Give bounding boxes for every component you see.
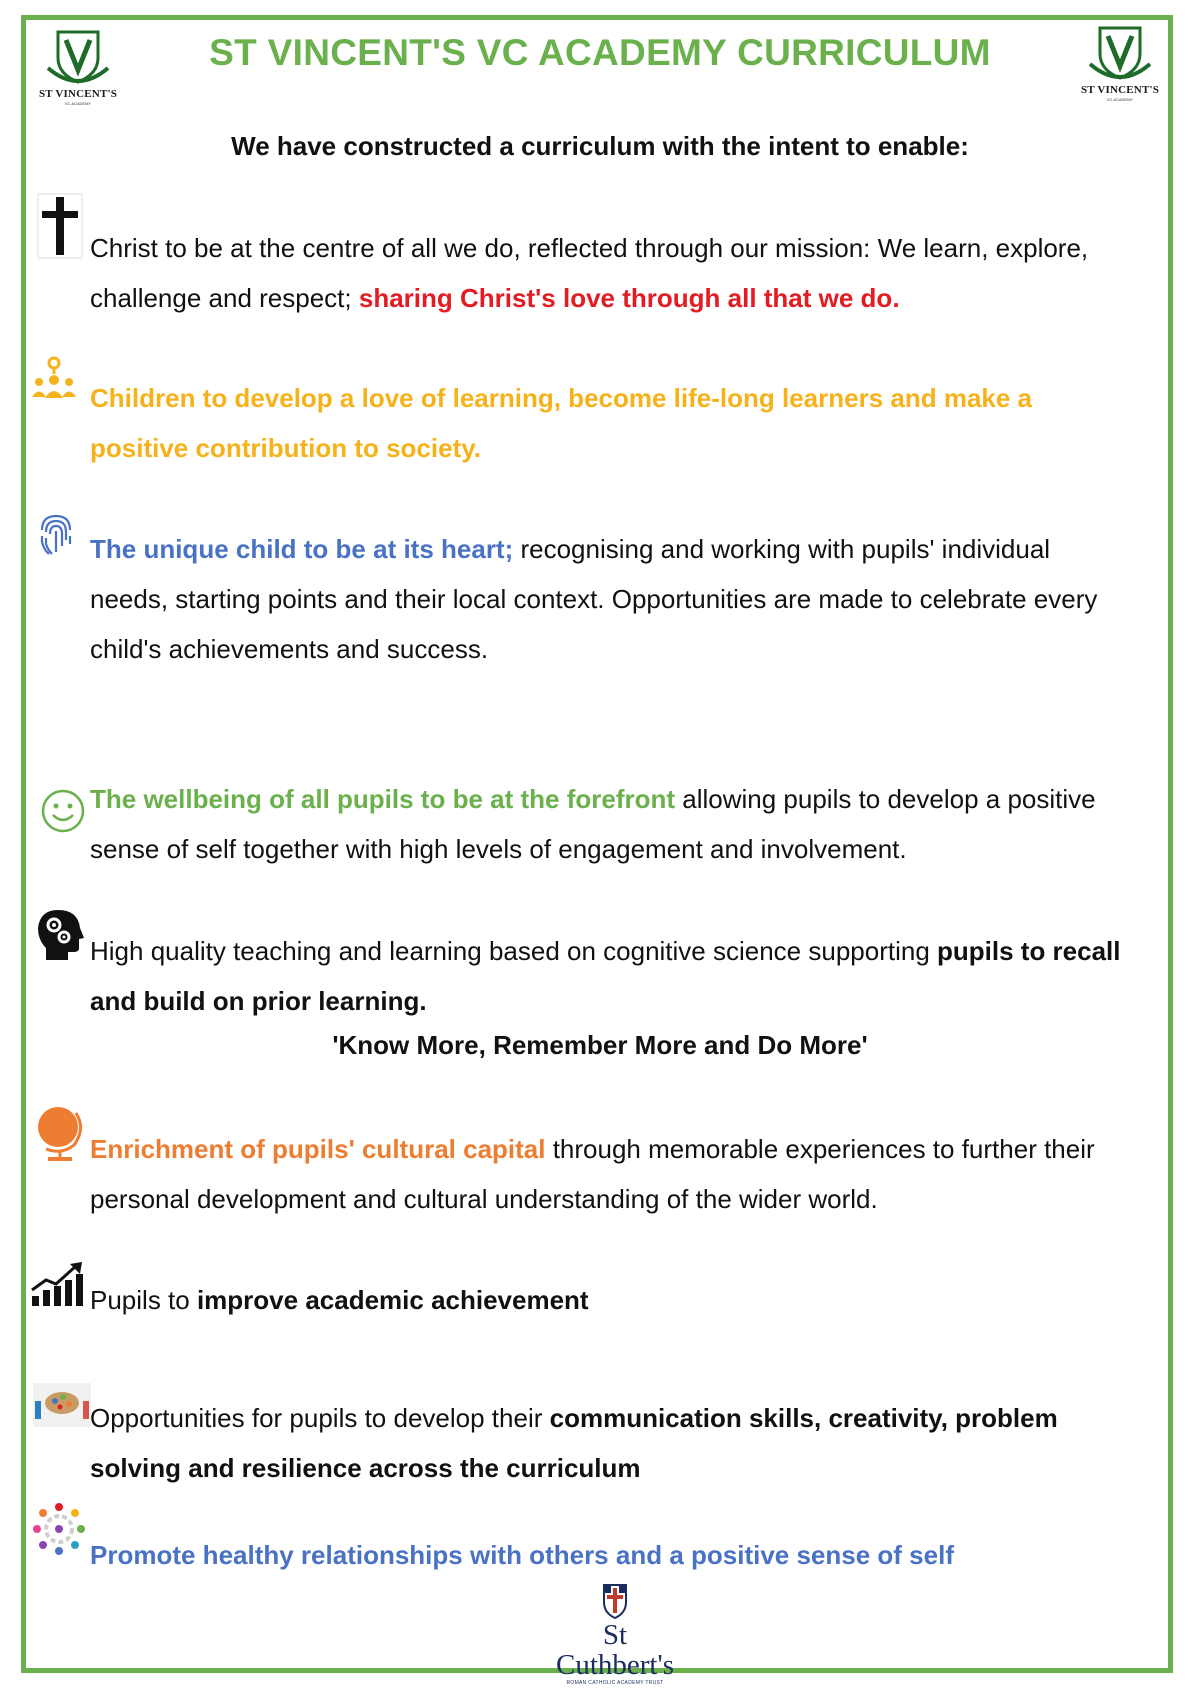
trust-crest-icon: [601, 1582, 629, 1620]
list-item: [90, 223, 1130, 323]
trust-name: St Cuthbert's: [556, 1619, 674, 1681]
item-bold: pupils to recall and build on prior learning.: [90, 936, 1121, 1016]
list-item: [90, 926, 1130, 1026]
cross-icon: [35, 193, 85, 259]
list-item: [90, 774, 1130, 874]
brain-gear-icon: [36, 908, 84, 960]
item-highlight: Promote healthy relationships with others and a positive sense of self: [90, 1540, 954, 1570]
list-item: [90, 1275, 1130, 1325]
item-text: Christ to be at the centre of all we do, reflected through our mission: We learn, explore, challenge and respect;: [90, 233, 1089, 313]
item-text: recognising and working with pupils' individual needs, starting points and their local context. Opportunities are made to celebrate every child's achievements and success.: [90, 534, 1098, 664]
item-highlight: Enrichment of pupils' cultural capital: [90, 1134, 546, 1164]
item-bold: communication skills, creativity, problem solving and resilience across the curriculum: [90, 1403, 1058, 1483]
globe-icon: [32, 1103, 84, 1163]
list-item: [90, 524, 1130, 674]
people-circle-icon: [32, 1502, 86, 1556]
item-text: allowing pupils to develop a positive sense of self together with high levels of engagement and involvement.: [90, 784, 1096, 864]
growth-chart-icon: [30, 1262, 84, 1308]
item-highlight: Children to develop a love of learning, become life-long learners and make a positive contribution to society.: [90, 383, 1033, 463]
smiley-icon: [40, 788, 86, 834]
item-bold: improve academic achievement: [196, 1285, 589, 1315]
trust-sub: ROMAN CATHOLIC ACADEMY TRUST: [566, 1680, 664, 1686]
item-highlight: The wellbeing of all pupils to be at the forefront: [90, 784, 676, 814]
list-item: [90, 1124, 1130, 1224]
list-item: [90, 1530, 1130, 1580]
list-item: [90, 1393, 1130, 1493]
item-highlight: The unique child to be at its heart;: [90, 534, 514, 564]
communication-icon: [33, 1383, 91, 1427]
item-highlight: sharing Christ's love through all that we do.: [358, 283, 900, 313]
motto: 'Know More, Remember More and Do More': [332, 1030, 868, 1060]
logo-sub: VC ACADEMY: [64, 101, 92, 106]
item-text: High quality teaching and learning based on cognitive science supporting: [90, 936, 938, 966]
list-item: [90, 373, 1130, 473]
page-title: ST VINCENT'S VC ACADEMY CURRICULUM: [209, 32, 991, 73]
community-icon: [30, 355, 78, 403]
intent-heading: We have constructed a curriculum with the intent to enable:: [231, 131, 969, 161]
trust-logo: [545, 1582, 685, 1686]
item-text: Opportunities for pupils to develop their: [90, 1403, 550, 1433]
logo-sub: VC ACADEMY: [1106, 97, 1134, 102]
item-text: Pupils to: [90, 1285, 197, 1315]
item-text: through memorable experiences to further their personal development and cultural understanding of the wider world.: [90, 1134, 1095, 1214]
logo-name: ST VINCENT'S: [1080, 84, 1160, 96]
logo-name: ST VINCENT'S: [38, 88, 118, 100]
fingerprint-icon: [36, 512, 76, 558]
